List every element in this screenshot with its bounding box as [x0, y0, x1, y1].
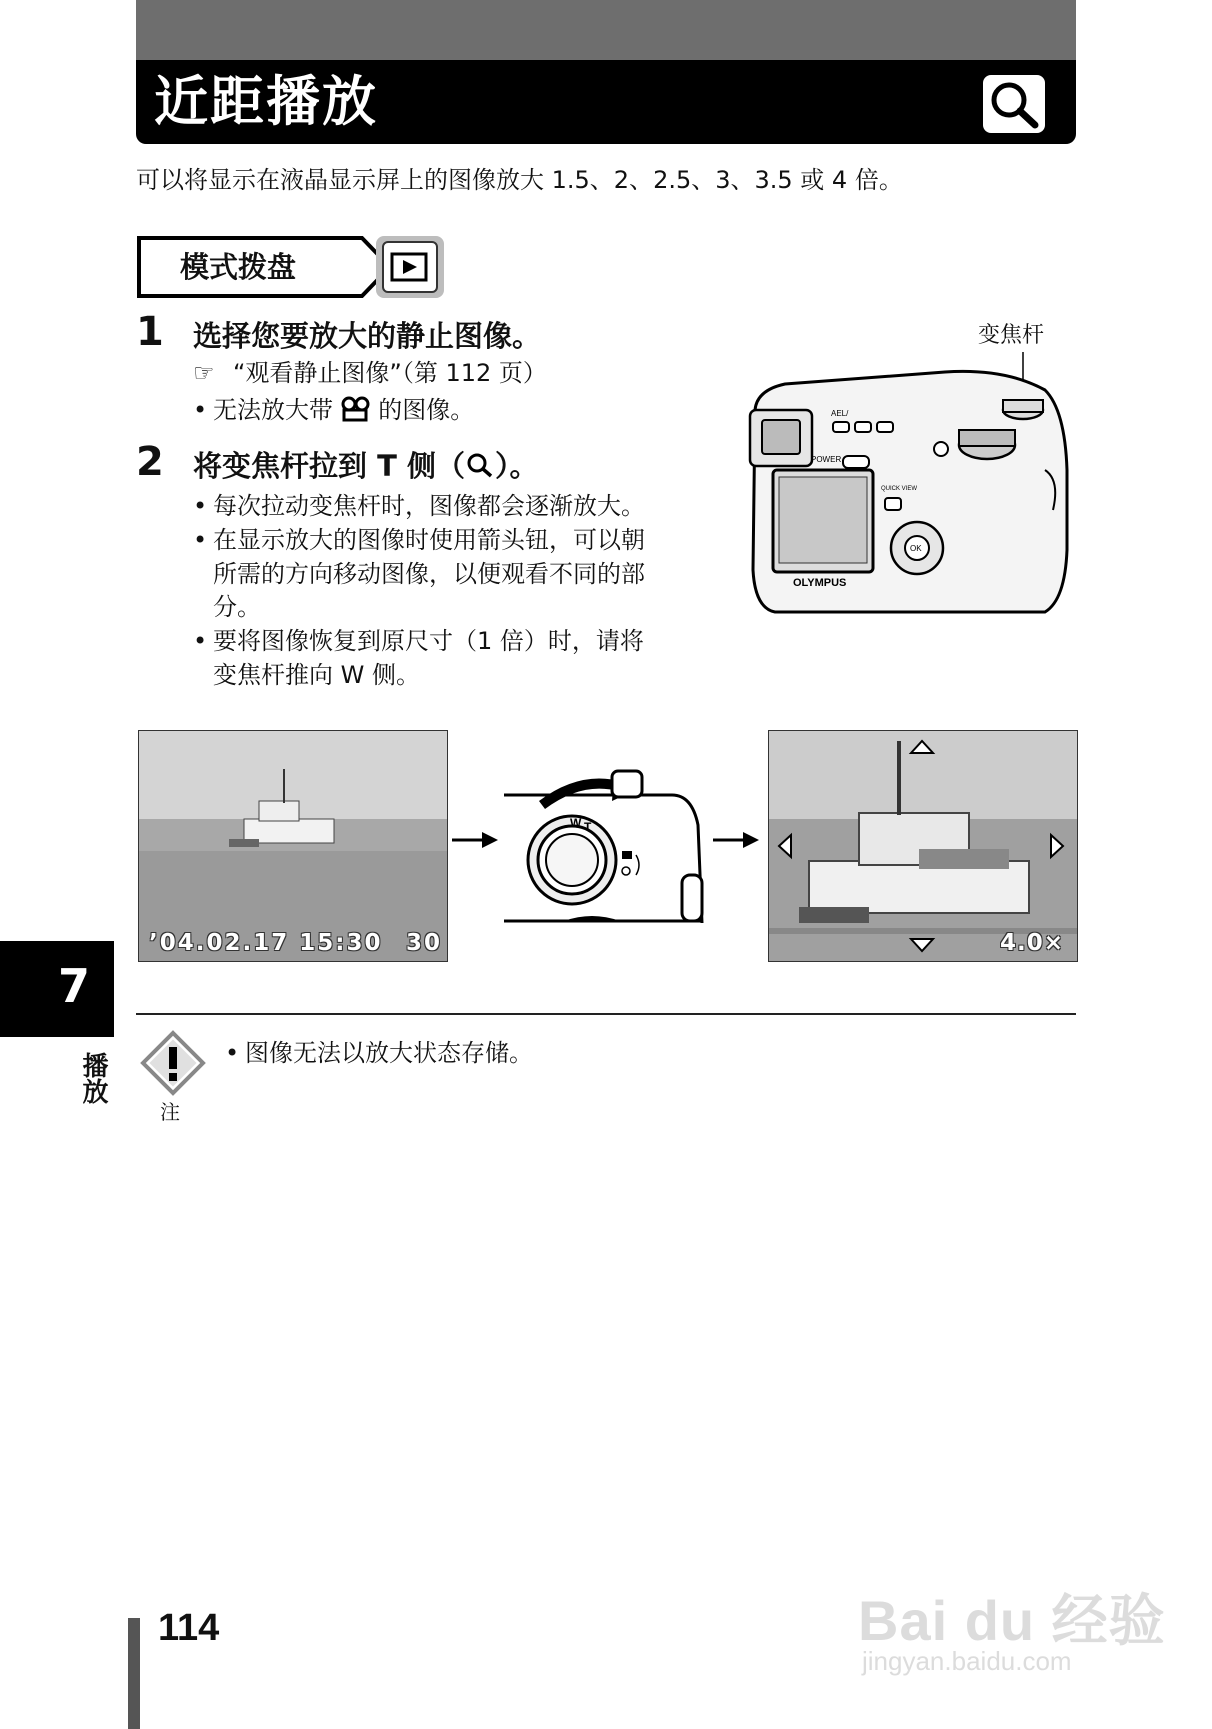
zoom-level-readout: 4.0×	[1000, 930, 1065, 956]
magnifier-icon	[983, 75, 1045, 133]
step-2-title-text: 将变焦杆拉到 T 侧（	[193, 449, 465, 483]
step-2-bullet-cont: 分。	[213, 593, 261, 621]
camera-brand: OLYMPUS	[793, 577, 847, 589]
page-number: 114	[158, 1607, 220, 1649]
reference-icon: ☞	[193, 359, 215, 387]
photo-normal	[138, 730, 448, 962]
step-1-title: 选择您要放大的静止图像。	[193, 319, 542, 353]
step-1-reference	[193, 356, 547, 390]
warning-icon	[140, 1030, 206, 1096]
photo-timestamp: ’04.02.17 15:30	[149, 930, 383, 956]
playback-icon	[390, 252, 428, 286]
quick-view-label: QUICK VIEW	[881, 486, 918, 492]
photo-zoomed	[768, 730, 1078, 962]
step-2-bullet: • 在显示放大的图像时使用箭头钮，可以朝	[193, 526, 645, 554]
arrow-right-icon	[452, 830, 500, 850]
note-label: 注	[160, 1100, 180, 1124]
step-1-number: 1	[136, 309, 164, 355]
arrow-right-icon	[713, 830, 761, 850]
camera-top-buttons	[833, 422, 893, 432]
movie-icon	[341, 396, 371, 431]
bullet-text-after: 的图像。	[378, 396, 475, 424]
chapter-label: 播放	[78, 1052, 108, 1104]
lever-w-mark: W	[570, 816, 582, 830]
zoom-lever-callout: 变焦杆	[978, 323, 1045, 348]
step-2-bullet: • 要将图像恢复到原尺寸（1 倍）时，请将	[193, 627, 644, 655]
zoom-lever-illustration	[502, 765, 712, 925]
mode-dial-label: 模式拨盘	[180, 250, 297, 284]
step-2-title-end: ）。	[494, 449, 539, 483]
note-text: • 图像无法以放大状态存储。	[225, 1039, 533, 1067]
scroll-down-icon	[908, 936, 936, 954]
step-1-bullet: • 无法放大带 的图像。	[193, 393, 474, 431]
step-2-bullet-cont: 所需的方向移动图像，以便观看不同的部	[213, 560, 645, 588]
header-top-bar	[136, 0, 1076, 60]
step-2-title	[193, 448, 539, 487]
step-2-number: 2	[136, 439, 164, 485]
chapter-tab	[0, 941, 114, 1037]
page-title: 近距播放	[154, 70, 378, 133]
step-2-bullet: • 每次拉动变焦杆时，图像都会逐渐放大。	[193, 492, 645, 520]
watermark-logo: Bai du 经验	[858, 1589, 1166, 1652]
chapter-number: 7	[58, 959, 91, 1013]
step-2-bullet-cont: 变焦杆推向 W 侧。	[213, 661, 420, 689]
photo-frame-number: 30	[406, 930, 443, 956]
bullet-text-before: 无法放大带	[213, 396, 333, 424]
ael-label: AEL/	[831, 409, 849, 418]
ok-label: OK	[910, 544, 922, 553]
intro-text: 可以将显示在液晶显示屏上的图像放大 1.5、2、2.5、3、3.5 或 4 倍。	[136, 166, 903, 194]
camera-back-illustration	[745, 350, 1075, 625]
watermark-url: jingyan.baidu.com	[862, 1646, 1072, 1676]
scroll-up-icon	[908, 738, 936, 756]
scroll-left-icon	[776, 832, 794, 860]
reference-text: “观看静止图像”（第 112 页）	[233, 359, 547, 387]
section-divider	[136, 1013, 1076, 1015]
zoom-in-icon	[465, 451, 495, 487]
page-number-bar	[128, 1618, 140, 1729]
lever-t-mark: T	[584, 820, 592, 834]
scroll-right-icon	[1048, 832, 1066, 860]
power-label: POWER	[811, 455, 842, 464]
